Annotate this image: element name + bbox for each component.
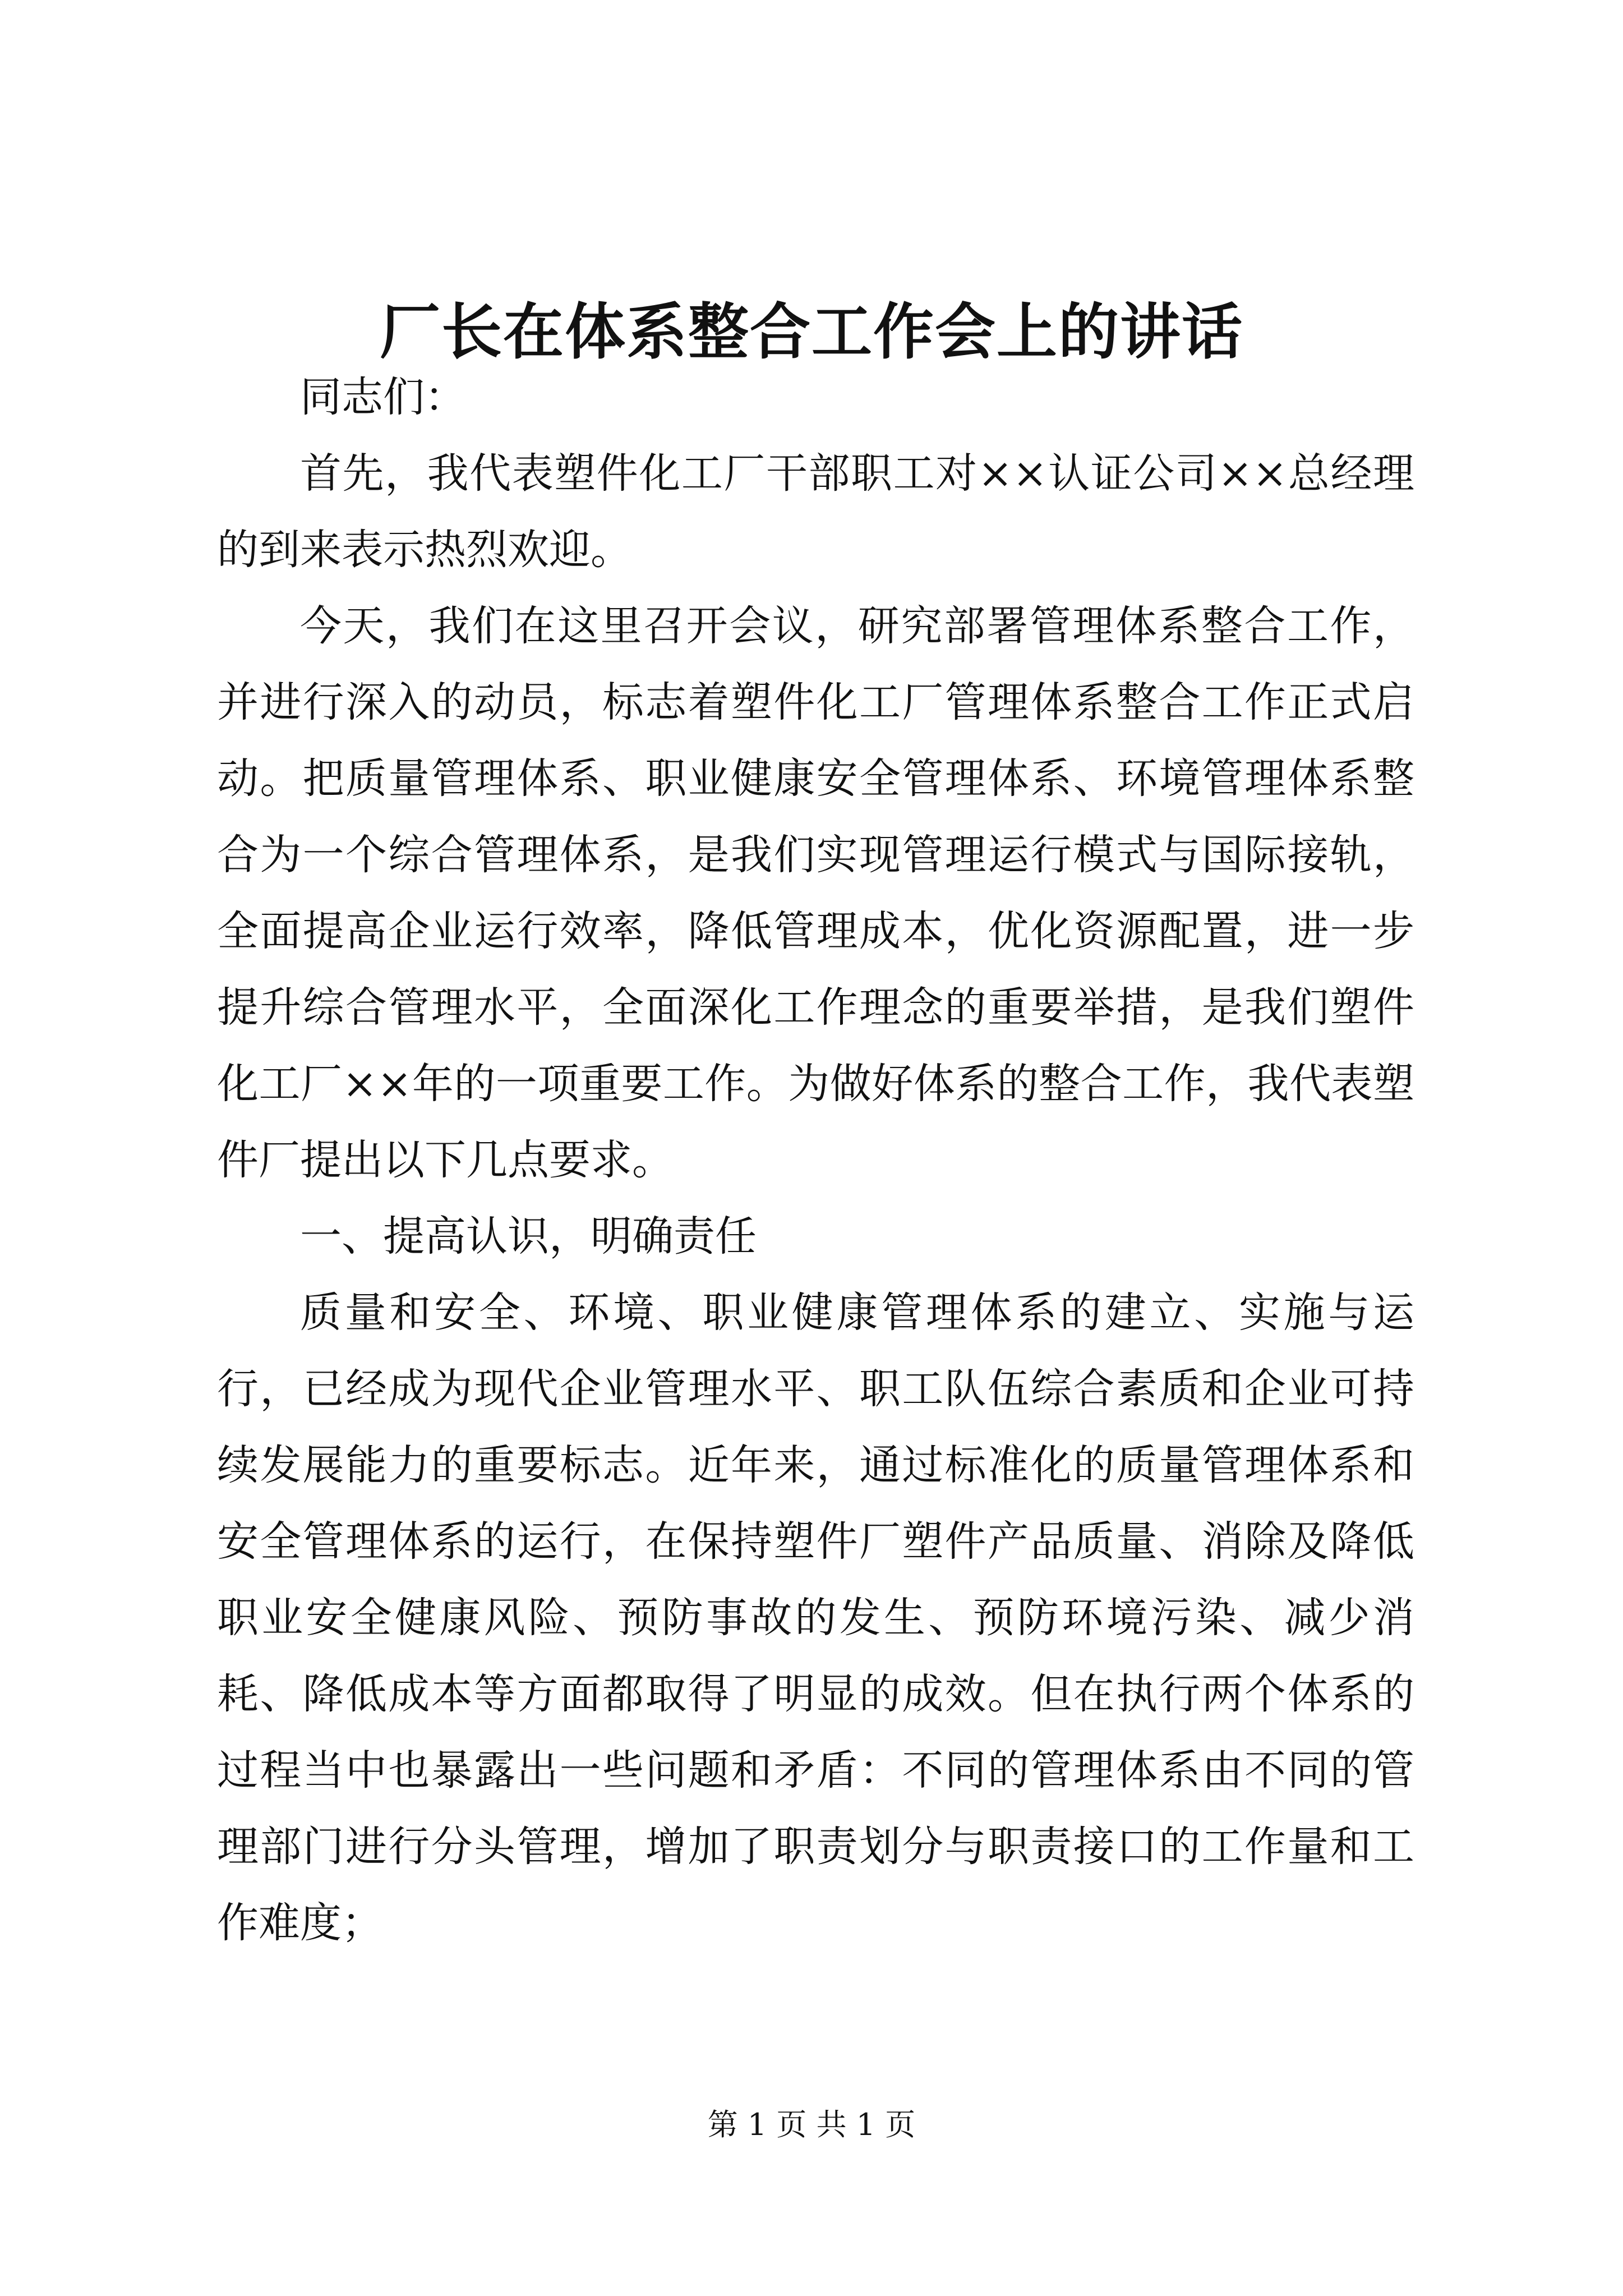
document-title: 厂长在体系整合工作会上的讲话	[379, 297, 1243, 367]
document-body	[217, 359, 1414, 1961]
salutation: 同志们：	[300, 373, 466, 421]
section-heading-1: 一、提高认识，明确责任	[300, 1212, 757, 1260]
paragraph-meeting-purpose: 今天，我们在这里召开会议，研究部署管理体系整合工作，并进行深入的动员，标志着塑件化工厂管理体系整合工作正式启动。把质量管理体系、职业健康安全管理体系、环境管理体系整合为一个综合管理体系，是我们实现管理运行模式与国际接轨，全面提高企业运行效率，降低管理成本，优化资源配置，进一步提升综合管理水平，全面深化工作理念的重要举措，是我们塑件化工厂××年的一项重要工作。为做好体系的整合工作，我代表塑件厂提出以下几点要求。	[217, 602, 1414, 1184]
paragraph-section-1: 质量和安全、环境、职业健康管理体系的建立、实施与运行，已经成为现代企业管理水平、职工队伍综合素质和企业可持续发展能力的重要标志。近年来，通过标准化的质量管理体系和安全管理体系的运行，在保持塑件厂塑件产品质量、消除及降低职业安全健康风险、预防事故的发生、预防环境污染、减少消耗、降低成本等方面都取得了明显的成效。但在执行两个体系的过程当中也暴露出一些问题和矛盾：不同的管理体系由不同的管理部门进行分头管理，增加了职责划分与职责接口的工作量和工作难度；	[217, 1289, 1414, 1947]
paragraph-welcome: 首先，我代表塑件化工厂干部职工对××认证公司××总经理的到来表示热烈欢迎。	[217, 449, 1414, 574]
page-number-footer: 第 1 页 共 1 页	[707, 2107, 916, 2142]
